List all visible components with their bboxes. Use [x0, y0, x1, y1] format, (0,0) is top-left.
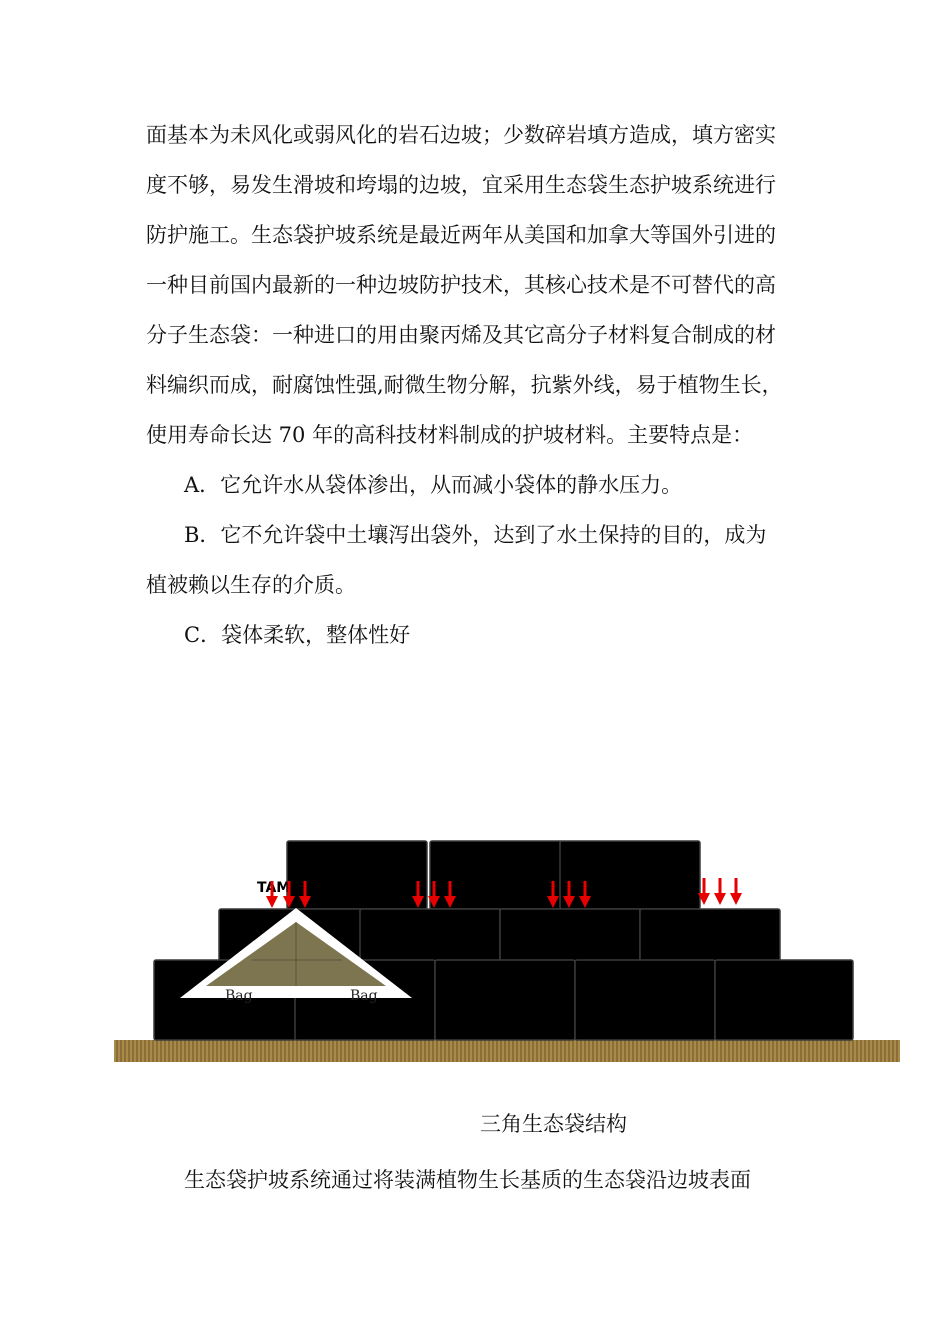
- feature-c: C．袋体柔软，整体性好: [184, 623, 411, 647]
- bag: [715, 960, 853, 1040]
- tail-paragraph: 生态袋护坡系统通过将装满植物生长基质的生态袋沿边坡表面: [184, 1168, 751, 1192]
- text-line: 面基本为未风化或弱风化的岩石边坡；少数碎岩填方造成，填方密实: [146, 123, 776, 147]
- tam-label: TAM: [257, 880, 291, 896]
- text-line: 料编织而成，耐腐蚀性强,耐微生物分解，抗紫外线，易于植物生长，: [146, 373, 783, 397]
- eco-bag-diagram: [112, 830, 902, 1070]
- figure-caption: 三角生态袋结构: [480, 1112, 627, 1136]
- feature-list: [146, 460, 810, 660]
- arrow-down-icon: [730, 878, 742, 905]
- text-line: 分子生态袋：一种进口的用由聚丙烯及其它高分子材料复合制成的材: [146, 323, 776, 347]
- bag-label-right: Bag: [350, 988, 378, 1004]
- bag-label-left: Bag: [225, 988, 253, 1004]
- bag: [435, 960, 575, 1040]
- feature-b-line2: 植被赖以生存的介质。: [146, 573, 356, 597]
- intro-paragraph: [146, 110, 810, 460]
- ground-strip: [114, 1040, 900, 1062]
- bag: [575, 960, 715, 1040]
- feature-a: A．它允许水从袋体渗出，从而减小袋体的静水压力。: [184, 473, 683, 497]
- feature-b-line1: B．它不允许袋中土壤泻出袋外，达到了水土保持的目的，成为: [184, 523, 767, 547]
- arrow-down-icon: [714, 878, 726, 905]
- text-line: 防护施工。生态袋护坡系统是最近两年从美国和加拿大等国外引进的: [146, 223, 776, 247]
- text-line: 一种目前国内最新的一种边坡防护技术，其核心技术是不可替代的高: [146, 273, 776, 297]
- text-line: 度不够，易发生滑坡和垮塌的边坡，宜采用生态袋生态护坡系统进行: [146, 173, 776, 197]
- text-line: 使用寿命长达 70 年的高科技材料制成的护坡材料。主要特点是：: [146, 423, 754, 447]
